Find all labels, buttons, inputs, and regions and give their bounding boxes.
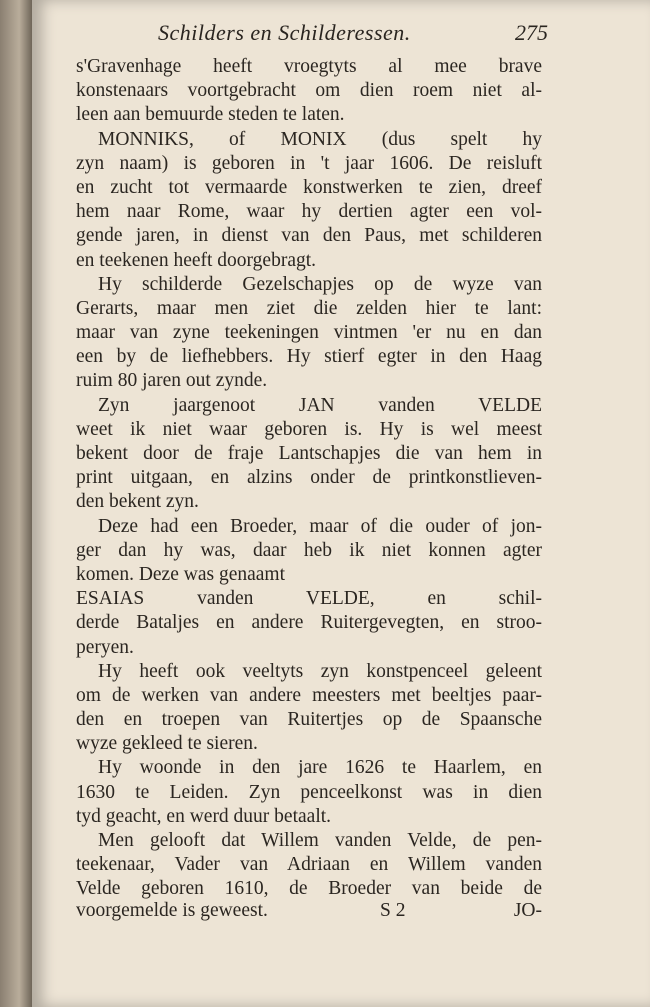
text-line: s'Gravenhage heeft vroegtyts al mee brave: [76, 56, 542, 77]
text-line: weet ik niet waar geboren is. Hy is wel meest: [76, 418, 542, 440]
text-line: Hy schilderde Gezelschapjes op de wyze van: [98, 273, 542, 295]
last-text-line: voorgemelde is geweest.: [76, 900, 268, 921]
text-line: om de werken van andere meesters met beeltjes paar-: [76, 684, 542, 706]
text-line: Deze had een Broeder, maar of die ouder of jon-: [98, 515, 542, 537]
signature-mark: S 2: [380, 900, 406, 921]
text-line: teekenaar, Vader van Adriaan en Willem vanden: [76, 854, 542, 876]
text-line: konstenaars voortgebracht om dien roem niet al-: [76, 80, 542, 102]
text-line: hem naar Rome, waar hy dertien agter een vol-: [76, 201, 542, 223]
text-line: ruim 80 jaren out zynde.: [76, 370, 268, 392]
text-line: wyze gekleed te sieren.: [76, 733, 258, 755]
book-gutter: [0, 0, 32, 1007]
text-line: den bekent zyn.: [76, 491, 199, 513]
text-line: ESAIAS vanden VELDE, en schil-: [76, 588, 542, 610]
text-line: Hy heeft ook veeltyts zyn konstpenceel geleent: [98, 660, 542, 682]
text-line: print uitgaan, en alzins onder de printkonstlieven-: [76, 467, 542, 489]
body-text: [76, 55, 542, 902]
running-title: Schilders en Schilderessen.: [158, 20, 411, 45]
text-line: Zyn jaargenoot JAN vanden VELDE: [98, 394, 542, 416]
text-line: een by de liefhebbers. Hy stierf egter in den Haag: [76, 346, 542, 368]
text-line: Gerarts, maar men ziet die zelden hier te lant:: [76, 297, 542, 319]
text-line: MONNIKS, of MONIX (dus spelt hy: [98, 128, 542, 150]
text-line: bekent door de fraje Lantschapjes die van hem in: [76, 443, 542, 464]
text-line: ger dan hy was, daar heb ik niet konnen agter: [76, 539, 542, 561]
page-header: [158, 20, 548, 52]
text-line: maar van zyne teekeningen vintmen 'er nu en dan: [76, 322, 542, 344]
page-number: 275: [515, 20, 548, 45]
text-line: en zucht tot vermaarde konstwerken te zien, dreef: [76, 176, 542, 198]
text-line: Velde geboren 1610, de Broeder van beide de: [76, 878, 542, 900]
page-footer: [76, 900, 542, 924]
text-line: den en troepen van Ruitertjes op de Spaansche: [76, 709, 542, 731]
text-line: zyn naam) is geboren in 't jaar 1606. De reisluft: [76, 152, 542, 174]
text-line: en teekenen heeft doorgebragt.: [76, 249, 317, 271]
text-line: komen. Deze was genaamt: [76, 563, 285, 585]
text-line: Hy woonde in den jare 1626 te Haarlem, en: [98, 757, 542, 779]
text-line: tyd geacht, en werd duur betaalt.: [76, 805, 332, 827]
text-line: gende jaren, in dienst van den Paus, met schilderen: [76, 225, 542, 247]
text-line: leen aan bemuurde steden te laten.: [76, 104, 345, 126]
text-line: 1630 te Leiden. Zyn penceelkonst was in dien: [76, 781, 542, 803]
catchword: JO-: [513, 900, 542, 921]
text-line: peryen.: [76, 636, 134, 658]
text-line: Men gelooft dat Willem vanden Velde, de pen-: [98, 830, 542, 851]
text-line: derde Bataljes en andere Ruitergevegten, en stroo-: [76, 612, 542, 634]
